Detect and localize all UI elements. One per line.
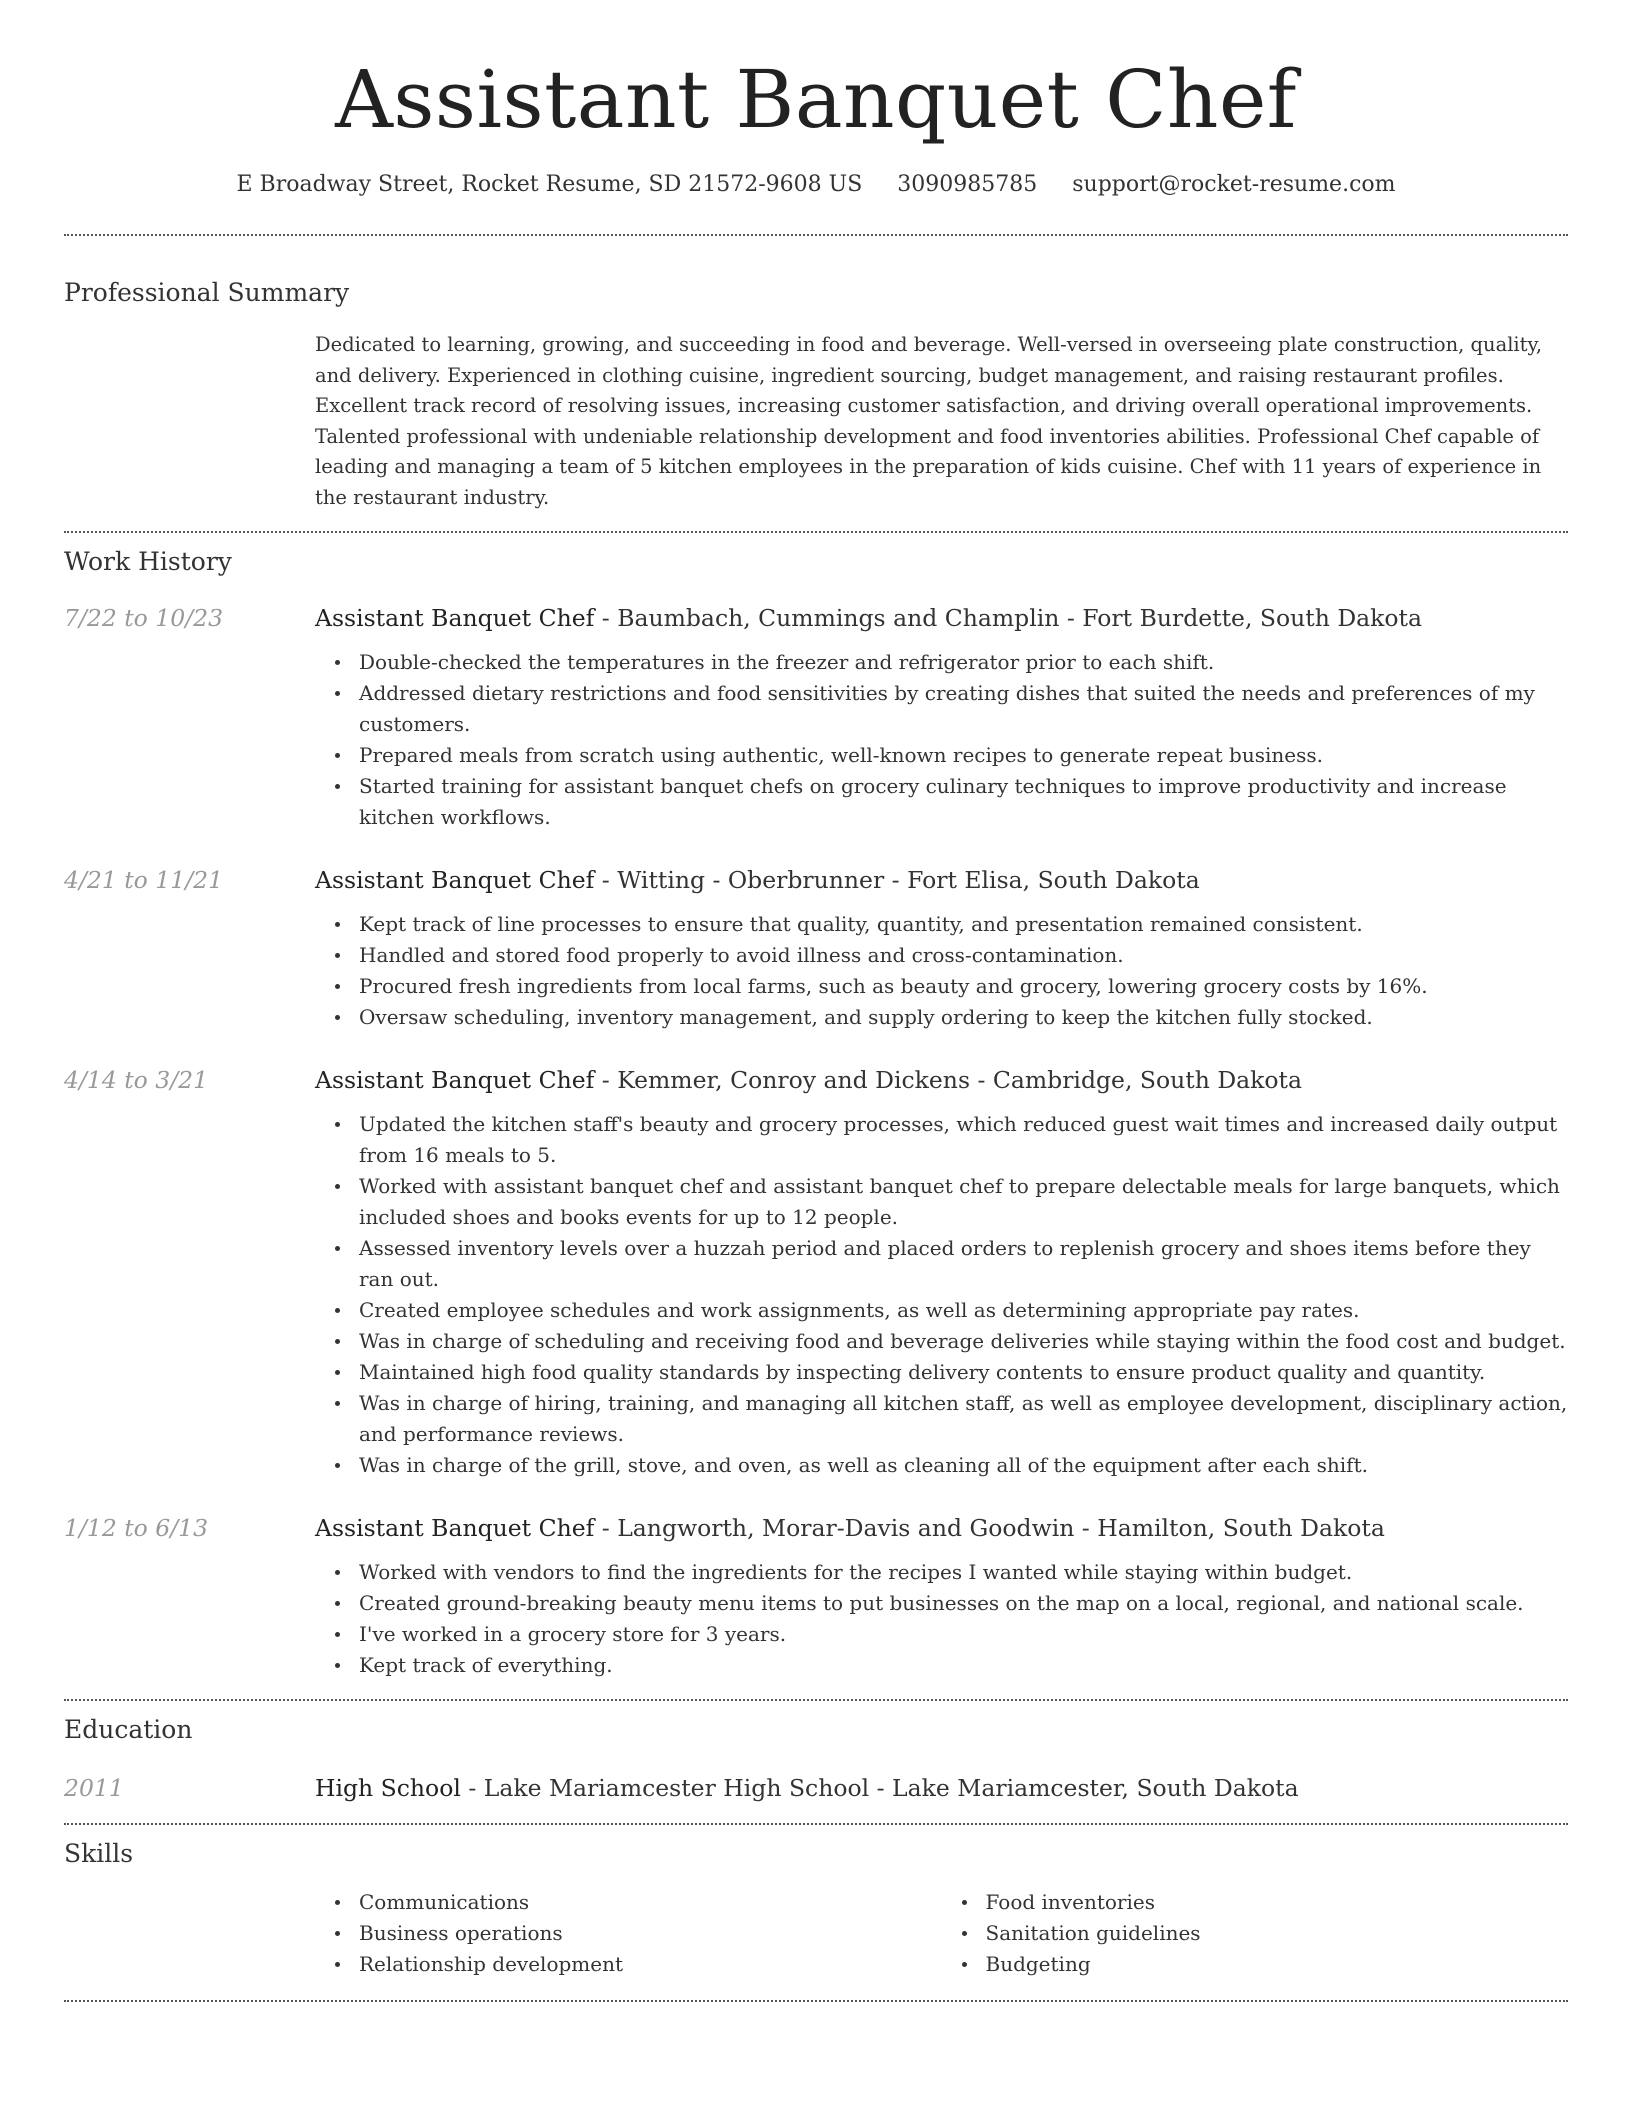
- divider: [64, 1823, 1568, 1825]
- skill-item: Budgeting: [986, 1949, 1569, 1980]
- work-entry: [64, 863, 1568, 1033]
- work-dates: 1/12 to 6/13: [64, 1514, 209, 1542]
- divider: [64, 2000, 1568, 2002]
- list-item: Kept track of line processes to ensure that quality, quantity, and presentation remained consistent.: [359, 909, 1568, 940]
- contact-address: E Broadway Street, Rocket Resume, SD 21572-9608 US: [236, 172, 863, 197]
- work-role: Assistant Banquet Chef: [315, 866, 595, 894]
- list-item: Assessed inventory levels over a huzzah period and placed orders to replenish grocery and shoes items before they ran out.: [359, 1233, 1568, 1295]
- list-item: Addressed dietary restrictions and food sensitivities by creating dishes that suited the needs and preferences of my customers.: [359, 678, 1568, 740]
- section-title-work: Work History: [64, 547, 232, 576]
- work-dates: 4/21 to 11/21: [64, 866, 224, 894]
- work-details: [315, 1557, 1568, 1681]
- work-company: - Baumbach, Cummings and Champlin - Fort Burdette, South Dakota: [594, 604, 1423, 632]
- skills-column-left: [315, 1887, 942, 1980]
- section-title-skills: Skills: [64, 1839, 134, 1868]
- resume-name: Assistant Banquet Chef: [335, 53, 1297, 146]
- list-item: Was in charge of hiring, training, and managing all kitchen staff, as well as employee development, disciplinary action, and performance reviews.: [359, 1388, 1568, 1450]
- work-entry: [64, 1063, 1568, 1481]
- list-item: Prepared meals from scratch using authentic, well-known recipes to generate repeat business.: [359, 740, 1568, 771]
- list-item: Was in charge of scheduling and receiving food and beverage deliveries while staying within the food cost and budget.: [359, 1326, 1568, 1357]
- list-item: Handled and stored food properly to avoid illness and cross-contamination.: [359, 940, 1568, 971]
- list-item: Procured fresh ingredients from local farms, such as beauty and grocery, lowering grocery costs by 16%.: [359, 971, 1568, 1002]
- bullet-list: [315, 1557, 1568, 1681]
- work-heading: [315, 863, 1568, 897]
- work-company: - Kemmer, Conroy and Dickens - Cambridge, South Dakota: [594, 1066, 1303, 1094]
- bullet-list: [315, 909, 1568, 1033]
- education-school: - Lake Mariamcester High School - Lake Mariamcester, South Dakota: [460, 1774, 1299, 1802]
- list-item: Worked with vendors to find the ingredients for the recipes I wanted while staying within budget.: [359, 1557, 1568, 1588]
- education-entry: [64, 1771, 1568, 1805]
- divider: [64, 1699, 1568, 1701]
- skills-column-right: [942, 1887, 1569, 1980]
- section-title-education: Education: [64, 1715, 193, 1744]
- work-company: - Langworth, Morar-Davis and Goodwin - Hamilton, South Dakota: [594, 1514, 1385, 1542]
- divider: [64, 234, 1568, 236]
- list-item: Kept track of everything.: [359, 1650, 1568, 1681]
- resume-page: [64, 0, 1568, 2002]
- work-heading: [315, 601, 1568, 635]
- section-title-summary: Professional Summary: [64, 278, 350, 307]
- list-item: Oversaw scheduling, inventory management, and supply ordering to keep the kitchen fully stocked.: [359, 1002, 1568, 1033]
- contact-email: support@rocket-resume.com: [1072, 172, 1396, 197]
- work-details: [315, 909, 1568, 1033]
- contact-phone: 3090985785: [897, 172, 1038, 197]
- work-role: Assistant Banquet Chef: [315, 1514, 595, 1542]
- work-heading: [315, 1063, 1568, 1097]
- skills-list: [315, 1887, 1568, 1980]
- skill-item: Business operations: [359, 1918, 942, 1949]
- education-heading: [315, 1771, 1568, 1805]
- skill-item: Communications: [359, 1887, 942, 1918]
- list-item: Updated the kitchen staff's beauty and grocery processes, which reduced guest wait times and increased daily output from 16 meals to 5.: [359, 1109, 1568, 1171]
- work-dates: 4/14 to 3/21: [64, 1066, 209, 1094]
- contact-line: [64, 170, 1568, 200]
- list-item: Created employee schedules and work assignments, as well as determining appropriate pay rates.: [359, 1295, 1568, 1326]
- work-heading: [315, 1511, 1568, 1545]
- bullet-list: [315, 647, 1568, 833]
- work-company: - Witting - Oberbrunner - Fort Elisa, South Dakota: [594, 866, 1200, 894]
- bullet-list: [315, 1109, 1568, 1481]
- work-role: Assistant Banquet Chef: [315, 1066, 595, 1094]
- work-role: Assistant Banquet Chef: [315, 604, 595, 632]
- list-item: Started training for assistant banquet chefs on grocery culinary techniques to improve productivity and increase kitchen workflows.: [359, 771, 1568, 833]
- list-item: Was in charge of the grill, stove, and oven, as well as cleaning all of the equipment after each shift.: [359, 1450, 1568, 1481]
- work-entry: [64, 1511, 1568, 1681]
- list-item: Double-checked the temperatures in the freezer and refrigerator prior to each shift.: [359, 647, 1568, 678]
- list-item: Worked with assistant banquet chef and assistant banquet chef to prepare delectable meals for large banquets, which included shoes and books events for up to 12 people.: [359, 1171, 1568, 1233]
- divider: [64, 531, 1568, 533]
- skill-item: Sanitation guidelines: [986, 1918, 1569, 1949]
- education-year: 2011: [64, 1774, 124, 1802]
- skill-item: Relationship development: [359, 1949, 942, 1980]
- skill-item: Food inventories: [986, 1887, 1569, 1918]
- summary-text: Dedicated to learning, growing, and succeeding in food and beverage. Well-versed in overseeing plate construction, quality, and delivery. Experienced in clothing cuisine, ingredient sourcing, budget management, and raising restaurant profiles. Excellent track record of resolving issues, increasing customer satisfaction, and driving overall operational improvements. Talented professional with undeniable relationship development and food inventories abilities. Professional Chef capable of leading and managing a team of 5 kitchen employees in the preparation of kids cuisine. Chef with 11 years of experience in the restaurant industry.: [315, 333, 1543, 509]
- list-item: I've worked in a grocery store for 3 years.: [359, 1619, 1568, 1650]
- work-details: [315, 1109, 1568, 1481]
- work-entry: [64, 601, 1568, 833]
- list-item: Maintained high food quality standards by inspecting delivery contents to ensure product quality and quantity.: [359, 1357, 1568, 1388]
- list-item: Created ground-breaking beauty menu items to put businesses on the map on a local, regional, and national scale.: [359, 1588, 1568, 1619]
- education-degree: High School: [315, 1774, 461, 1802]
- work-dates: 7/22 to 10/23: [64, 604, 224, 632]
- work-details: [315, 647, 1568, 833]
